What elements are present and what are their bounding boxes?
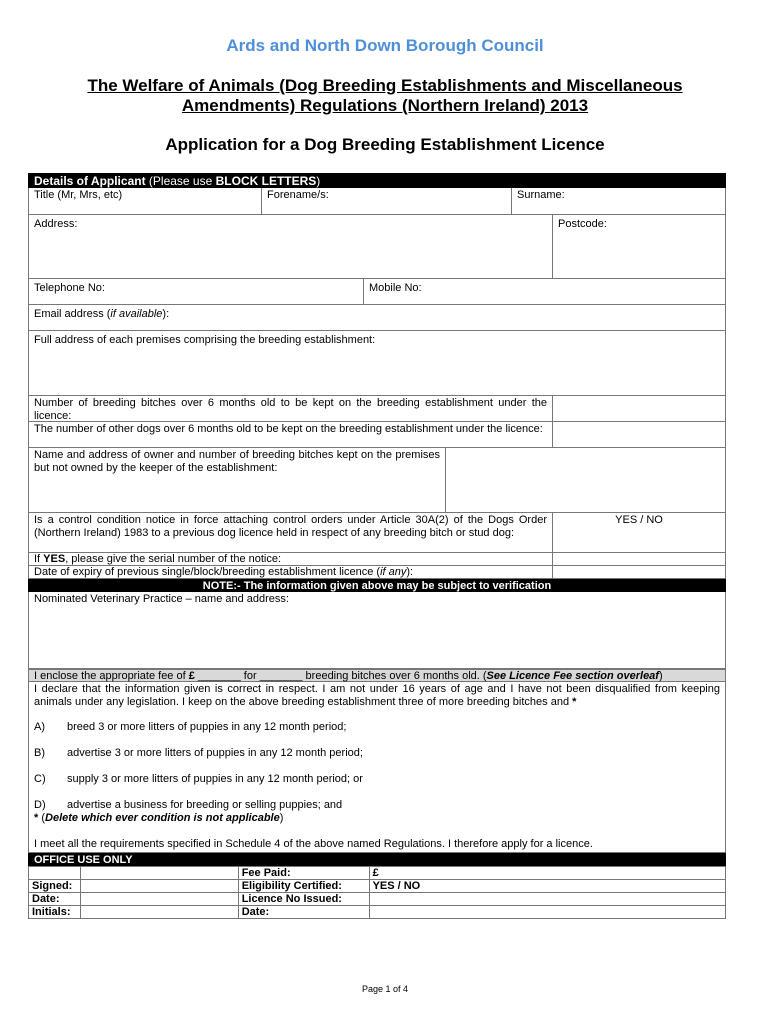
declaration-block bbox=[28, 682, 726, 853]
expiry-row bbox=[28, 566, 726, 579]
applicant-section-header: Details of Applicant (Please use BLOCK LETTERS) bbox=[28, 173, 726, 188]
control-label: Is a control condition notice in force attaching control orders under Article 30A(2) of the Dogs Order (Northern Ireland) 1983 to a previous dog licence held in respect of any breeding bitch or stud dog: bbox=[34, 514, 547, 539]
office-use-table bbox=[28, 866, 726, 919]
licence-no-label: Licence No Issued: bbox=[238, 893, 369, 906]
application-title: Application for a Dog Breeding Establishment Licence bbox=[165, 135, 605, 154]
forename-field[interactable]: Forename/s: bbox=[261, 188, 511, 214]
council-name: Ards and North Down Borough Council bbox=[226, 36, 544, 55]
office-blank bbox=[29, 867, 81, 880]
serial-label: If YES, please give the serial number of the notice: bbox=[34, 553, 282, 565]
licence-no-field[interactable] bbox=[369, 893, 725, 906]
other-dogs-label: The number of other dogs over 6 months old to be kept on the breeding establishment under the licence: bbox=[34, 423, 543, 435]
condition-a: A) breed 3 or more litters of puppies in any 12 month period; bbox=[34, 721, 347, 733]
surname-field[interactable]: Surname: bbox=[511, 188, 725, 214]
vet-field[interactable]: Nominated Veterinary Practice – name and address: bbox=[34, 593, 289, 605]
initials-field[interactable] bbox=[80, 906, 238, 919]
verification-note: NOTE:- The information given above may be subject to verification bbox=[28, 579, 726, 592]
premises-field[interactable]: Full address of each premises comprising the breeding establishment: bbox=[34, 334, 376, 346]
title-field[interactable]: Title (Mr, Mrs, etc) bbox=[34, 189, 123, 201]
phone-row bbox=[28, 279, 726, 305]
expiry-label: Date of expiry of previous single/block/breeding establishment licence (if any): bbox=[34, 566, 414, 578]
owner-label: Name and address of owner and number of breeding bitches kept on the premises but not owned by the keeper of the establishment: bbox=[34, 449, 440, 474]
date-field[interactable] bbox=[80, 893, 238, 906]
date-label: Date: bbox=[29, 893, 81, 906]
serial-field[interactable] bbox=[552, 553, 725, 565]
office-date-field[interactable] bbox=[369, 906, 725, 919]
name-row bbox=[28, 188, 726, 215]
owner-row bbox=[28, 448, 726, 513]
other-dogs-field[interactable] bbox=[552, 422, 725, 447]
office-blank bbox=[80, 867, 238, 880]
expiry-field[interactable] bbox=[552, 566, 725, 578]
email-row bbox=[28, 305, 726, 331]
condition-d: D) advertise a business for breeding or selling puppies; and bbox=[34, 799, 343, 811]
bitches-field[interactable] bbox=[552, 396, 725, 421]
signed-label: Signed: bbox=[29, 880, 81, 893]
initials-label: Initials: bbox=[29, 906, 81, 919]
eligibility-field[interactable]: YES / NO bbox=[369, 880, 725, 893]
vet-row bbox=[28, 592, 726, 669]
mobile-field[interactable]: Mobile No: bbox=[363, 279, 725, 304]
fee-row: I enclose the appropriate fee of £ _______ for _______ breeding bitches over 6 months old. (See Licence Fee section overleaf) bbox=[28, 669, 726, 682]
bitches-row bbox=[28, 396, 726, 422]
application-form bbox=[28, 173, 726, 919]
telephone-field[interactable]: Telephone No: bbox=[34, 282, 105, 294]
signed-field[interactable] bbox=[80, 880, 238, 893]
control-answer[interactable]: YES / NO bbox=[552, 513, 725, 552]
condition-c: C) supply 3 or more litters of puppies in any 12 month period; or bbox=[34, 773, 363, 785]
regulations-title: The Welfare of Animals (Dog Breeding Establishments and Miscellaneous Amendments) Regulations (Northern Ireland) 2013 bbox=[87, 76, 683, 115]
bitches-label: Number of breeding bitches over 6 months old to be kept on the breeding establishment under the licence: bbox=[34, 397, 547, 422]
condition-b: B) advertise 3 or more litters of puppies in any 12 month period; bbox=[34, 747, 363, 759]
owner-field[interactable] bbox=[445, 448, 725, 512]
declaration-conditions bbox=[29, 710, 725, 851]
address-field[interactable]: Address: bbox=[34, 218, 78, 230]
control-row bbox=[28, 513, 726, 553]
declaration-text: I declare that the information given is correct in respect. I am not under 16 years of age and I have not been disqualified from keeping animals under any legislation. I keep on the above breeding establishment three of more breeding bitches and * bbox=[34, 683, 720, 708]
fee-paid-label: Fee Paid: bbox=[238, 867, 369, 880]
serial-row bbox=[28, 553, 726, 566]
address-row bbox=[28, 215, 726, 279]
premises-row bbox=[28, 331, 726, 396]
eligibility-label: Eligibility Certified: bbox=[238, 880, 369, 893]
declaration-final: I meet all the requirements specified in Schedule 4 of the above named Regulations. I therefore apply for a licence. bbox=[34, 838, 593, 850]
email-field[interactable]: Email address (if available): bbox=[34, 308, 170, 320]
office-date-label: Date: bbox=[238, 906, 369, 919]
fee-paid-field[interactable]: £ bbox=[369, 867, 725, 880]
office-use-header: OFFICE USE ONLY bbox=[28, 853, 726, 866]
postcode-field[interactable]: Postcode: bbox=[552, 215, 725, 278]
other-dogs-row bbox=[28, 422, 726, 448]
page-number: Page 1 of 4 bbox=[361, 984, 409, 994]
delete-note: * (Delete which ever condition is not applicable) bbox=[34, 812, 284, 824]
